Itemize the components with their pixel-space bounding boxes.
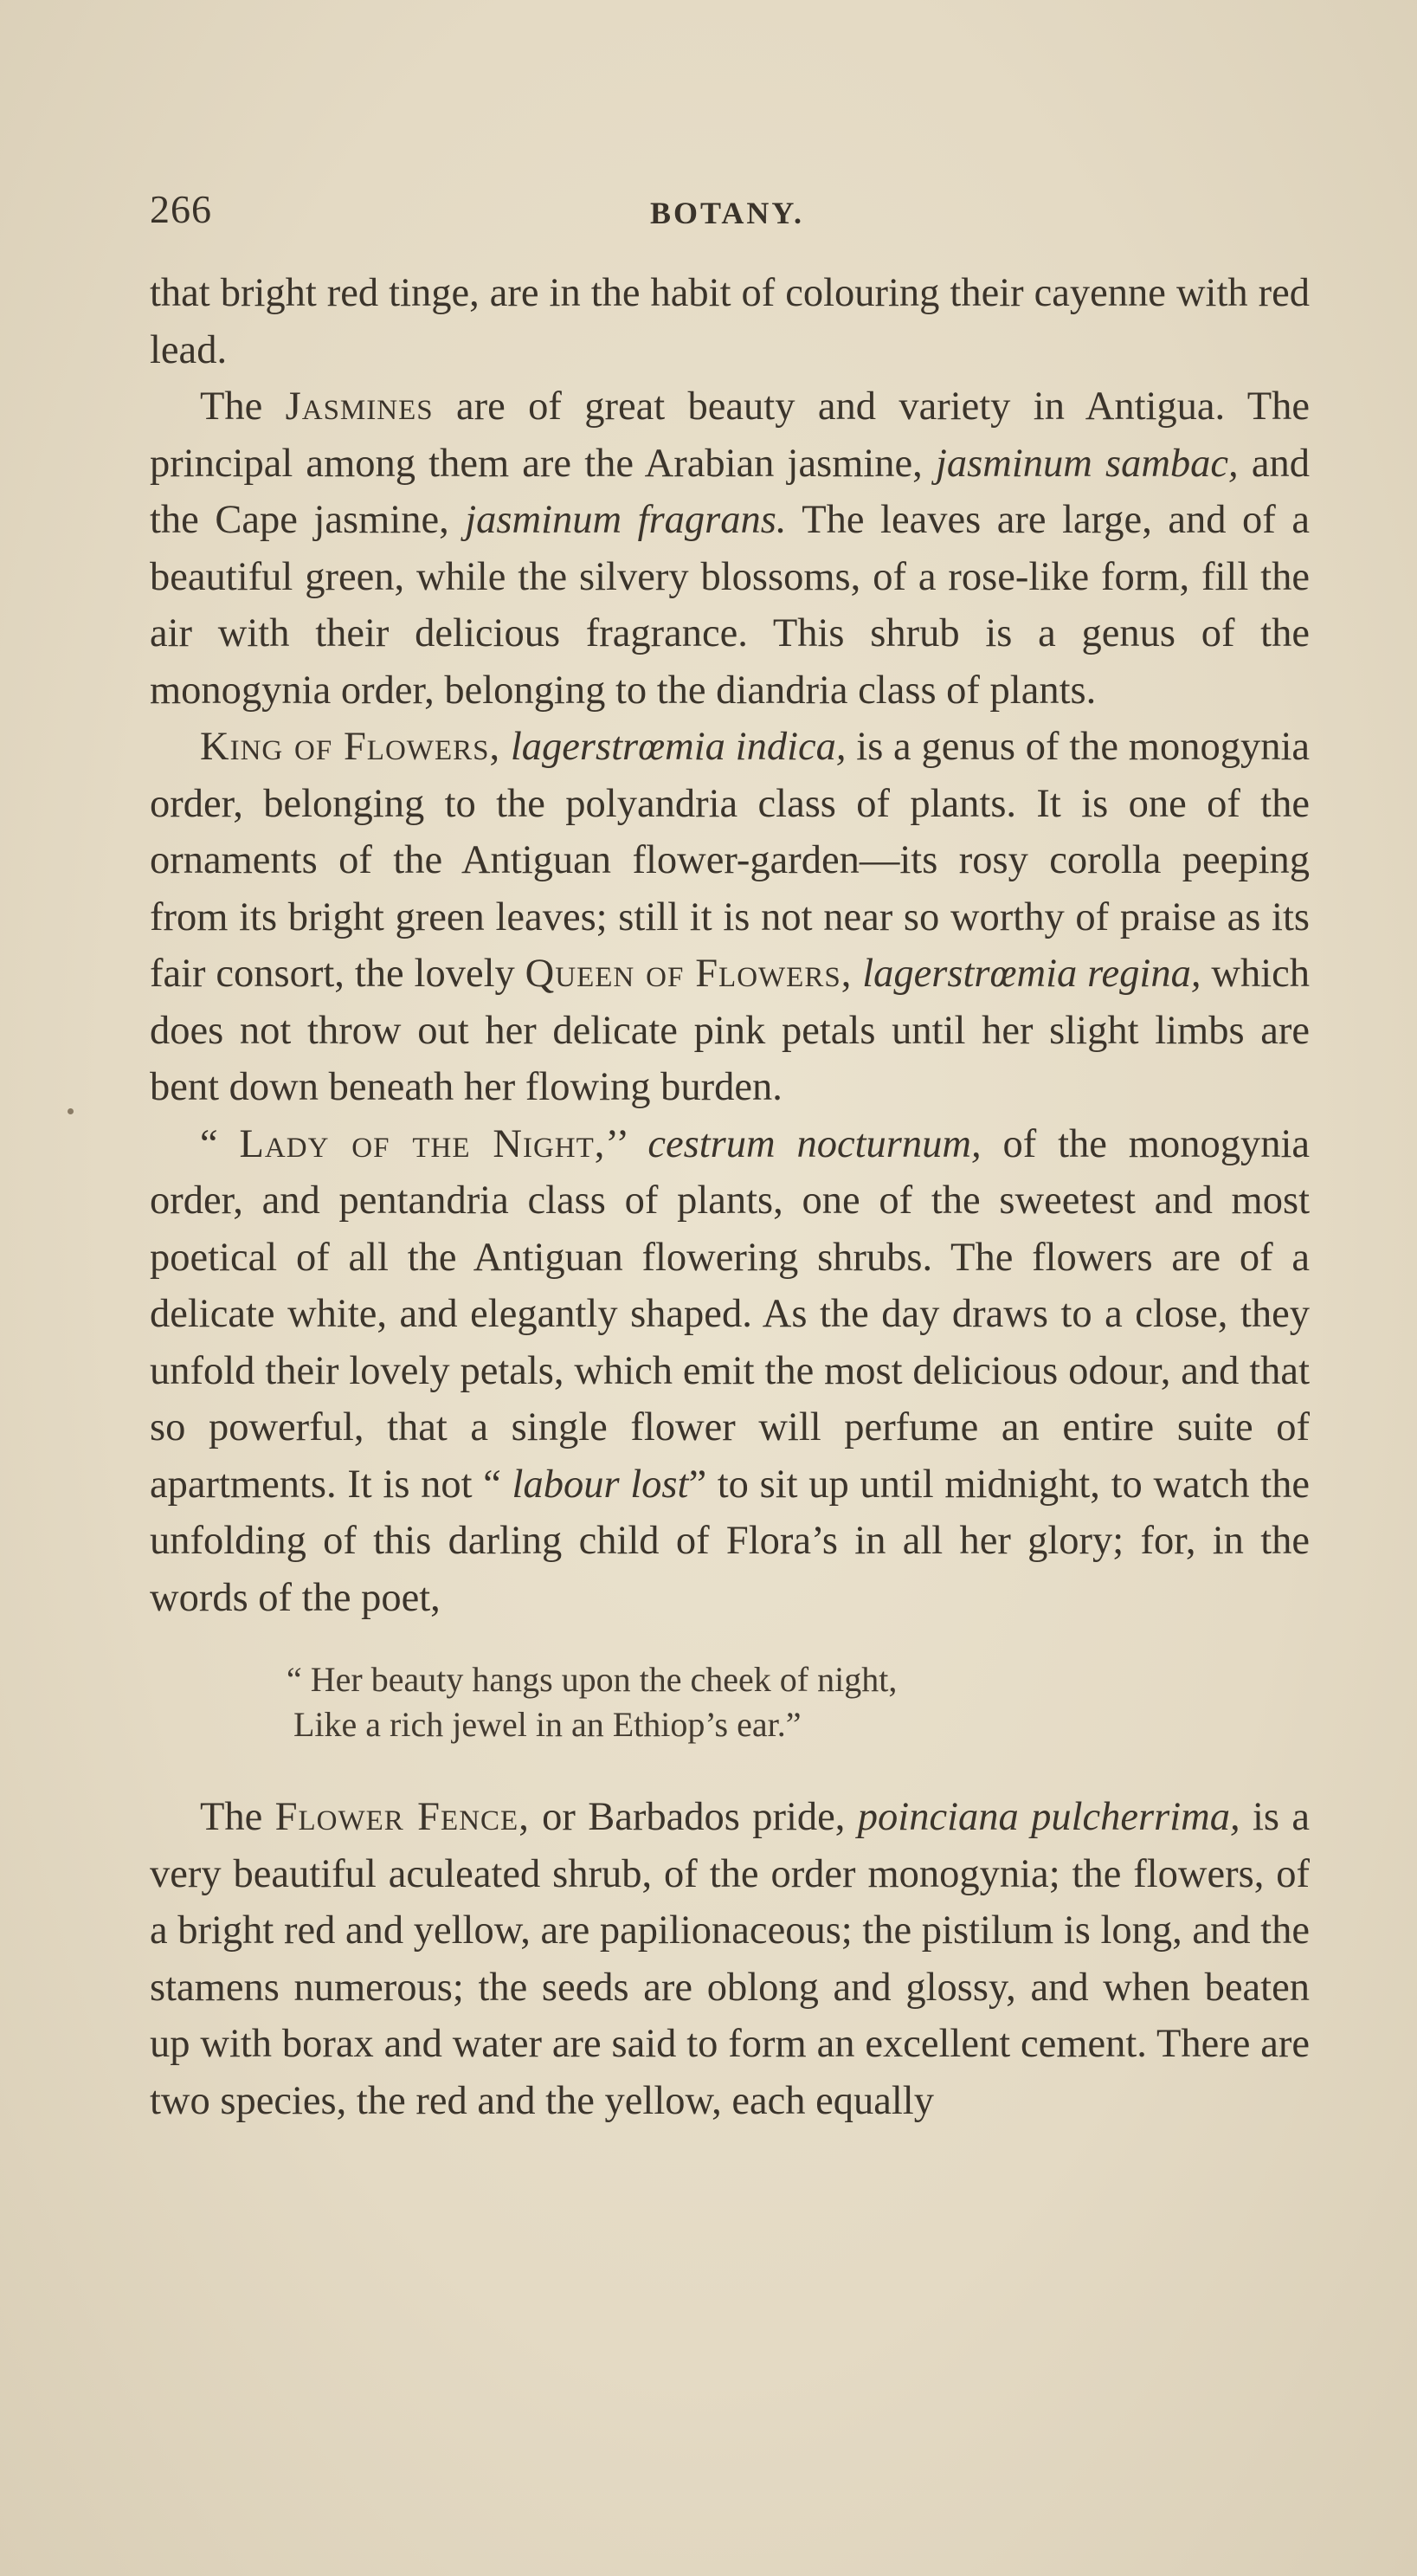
poem-line: Like a rich jewel in an Ethiop’s ear.” (293, 1705, 802, 1744)
text-run: of the monogynia order, and pentandria class of plants, one of the sweetest and most poetical of all the Antiguan flowering shrubs. The flowers are of a delicate white, and elegantly shaped. As the day draws to a close, they unfold their lovely petals, which emit the most delicious odour, and that so powerful, that a single flower will perfume an entire suite of apartments. It is not “ (150, 1121, 1310, 1507)
text-run: are of great beauty and variety in Antigua. The principal among them are the Arabian jasmine, (150, 384, 1310, 486)
term-flower-fence: Flower Fence, (274, 1795, 530, 1839)
paper-spot (68, 1108, 74, 1114)
term-jasmines: Jasmines (285, 384, 434, 429)
term-lady-of-the-night: Lady of the Night, (239, 1121, 606, 1166)
running-head: BOTANY. (650, 196, 805, 230)
latin-name: cestrum nocturnum, (647, 1121, 982, 1166)
text-run: is a very beautiful aculeated shrub, of the order monogynia; the flowers, of a bright red and yellow, are papilionaceous; the pistilum is long, and the stamens numerous; the seeds are oblong and glossy, and when beaten up with borax and water are said to form an excellent cement. There are two species, the red and the yellow, each equally (150, 1795, 1311, 2123)
latin-name: poinciana pulcherrima, (857, 1795, 1240, 1839)
paragraph-continuation (150, 265, 1310, 378)
text-run: which does not throw out her delicate pink petals until her slight limbs are bent down beneath her flowing burden. (150, 952, 1311, 1109)
latin-name: lagerstrœmia indica, (510, 725, 847, 769)
text-run: The (200, 1795, 275, 1839)
text-run: The (200, 384, 286, 429)
text-run: The leaves are large, and of a beautiful green, while the silvery blossoms, of a rose-like form, fill the air with their delicious fragrance. This shrub is a genus of the monogynia order, belonging to the diandria class of plants. (150, 498, 1310, 713)
paragraph-lady-of-the-night (150, 1116, 1310, 1627)
page-header (150, 186, 1310, 238)
page-number: 266 (150, 187, 212, 231)
body-text (150, 265, 1310, 2129)
text-run: is a genus of the monogynia order, belonging to the polyandria class of plants. It is one of the ornaments of the Antiguan flower-garden—its rosy corolla peeping from its bright green leaves; still it is not near so worthy of praise as its fair consort, the lovely (150, 725, 1310, 996)
paragraph-king-of-flowers (150, 719, 1310, 1116)
text-run: and the Cape jasmine, (150, 441, 1310, 542)
latin-name: jasminum fragrans. (465, 498, 787, 542)
latin-name: lagerstrœmia regina, (862, 952, 1201, 996)
poem-line: “ Her beauty hangs upon the cheek of night, (287, 1660, 898, 1699)
text-run: ” to sit up until midnight, to watch the unfolding of this darling child of Flora’s in all her glory; for, in the words of the poet, (150, 1462, 1310, 1620)
term-king-of-flowers: King of Flowers, (200, 725, 501, 769)
text-run: “ (200, 1121, 240, 1166)
paragraph-flower-fence (150, 1789, 1310, 2129)
term-queen-of-flowers: Queen of Flowers, (525, 952, 853, 996)
text-run: ’’ (605, 1121, 648, 1166)
paragraph-text: that bright red tinge, are in the habit of colouring their cayenne with red lead. (150, 271, 1310, 372)
latin-name: jasminum sambac, (935, 441, 1239, 486)
poem-quotation (150, 1657, 1310, 1747)
paragraph-jasmines (150, 378, 1310, 719)
text-run: or Barbados pride, (529, 1795, 858, 1839)
italic-phrase: labour lost (512, 1462, 689, 1507)
